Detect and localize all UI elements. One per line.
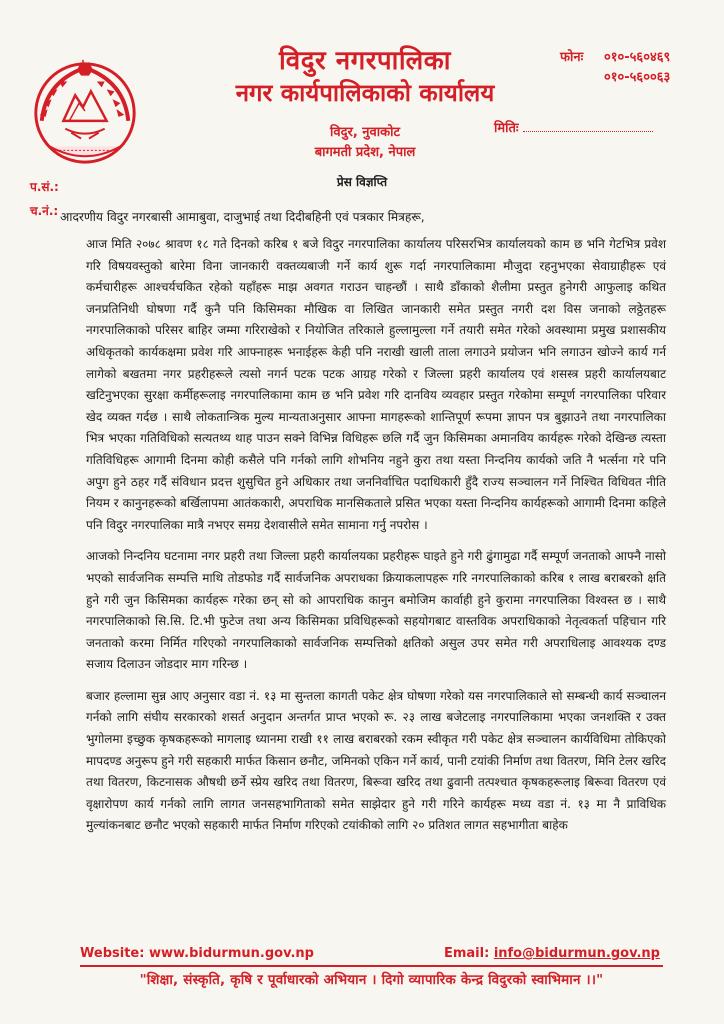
body-paragraph-2: आजको निन्दनिय घटनामा नगर प्रहरी तथा जिल्ला प्रहरी कार्यालयका प्रहरीहरू घाइते हुने गरी ढुंगामुढा गर्दै सम्पूर्ण जनताको आफ्नै नासो भएको सार्वजनिक सम्पत्ति माथि तोडफोड गर्दै सार्वजनिक अपराधका क्रियाकलापहरू गरि नगरपालिकाको करिब १ लाख बराबरको क्षति हुने गरी जुन किसिमका कार्यहरू गरेका छन् सो को आपराधिक कानुन बमोजिम कार्वाही हुने कुरामा नगरपालिका विश्वस्त छ । साथै नगरपालिकाको सि.सि. टि.भी फुटेज तथा अन्य किसिमका प्रविधिहरूको सहयोगबाट वास्तविक अपराधिकाको नेतृत्वकर्ता पहिचान गरि जनताको करमा निर्मित गरिएको नगरपालिकाको सार्वजनिक सम्पत्तिको क्षतिको असुल उपर समेत गरी अपराधिलाइ आवश्यक दण्ड सजाय दिलाउन जोडदार माग गरिन्छ । [86, 549, 666, 672]
phone-block [560, 48, 670, 88]
email-label: Email: [443, 946, 490, 961]
website-label: Website: [80, 946, 145, 961]
office-name: नगर कार्यपालिकाको कार्यालय [235, 79, 495, 107]
org-name: विदुर नगरपालिका [279, 46, 451, 76]
body-paragraph-1: आज मिति २०७८ श्रावण १८ गते दिनको करिब १ बजे विदुर नगरपालिका कार्यालय परिसरभित्र कार्यालयको काम छ भनि गेटभित्र प्रवेश गरि विषयवस्तुको बारेमा विना जानकारी वक्तव्यबाजी गर्ने कार्य शुरू गर्दा नगरपालिकामा मौजुदा रहनुभएका सेवाग्राहीहरू एवं कर्मचारीहरू आश्चर्यचकित रहेको यहाँहरू माझ अवगत गराउन चाहन्छौं । साथै डाँकाको शैलीमा प्रस्तुत हुनेगरी आफुलाइ कथित जनप्रतिनिधी घोषणा गर्दै कुनै पनि किसिमका मौखिक वा लिखित जानकारी समेत प्रस्तुत नगरी दश विस जनाको लठ्ठेतहरू नगरपालिकाको परिसर बाहिर जम्मा गरिराखेको र नियोजित तरिकाले हुल्लामुल्ला गर्ने तयारी समेत गरेको अवस्थामा प्रमुख प्रशासकीय अधिकृतको कार्यकक्षमा प्रवेश गरि आफ्नाहरू भनाईहरू केही पनि नराखी खाली ताला लगाउने प्रयोजन भनि लगाउन खोज्ने कार्य गर्न लागेको बखतमा नगर प्रहरीहरूले त्यसो नगर्न पटक पटक आग्रह गरेको र जिल्ला प्रहरी कार्यालय एवं शसस्त्र प्रहरी कार्यालयबाट खटिनुभएका सुरक्षा कर्मीहरूलाइ नगरपालिकामा काम छ भनि प्रवेश गरि दानविय व्यवहार प्रस्तुत गरेकोमा सम्पूर्ण नगरपालिका परिवार खेद व्यक्त गर्दछ । साथै लोकतान्त्रिक मुल्य मान्यताअनुसार आफ्ना मागहरूको शान्तिपूर्ण रूपमा ज्ञापन पत्र बुझाउने तथा नगरपालिका भित्र भएका गतिविधिको सत्यतथ्य थाह पाउन सक्ने विभिन्न विधिहरू छलि गर्दै जुन किसिमका अमानविय कार्यहरू गरेको देखिन्छ त्यस्ता गतिविधिहरू आगामी दिनमा कोही कसैले पनि गर्नको लागि शोभनिय नहुने कुरा तथा यस्ता निन्दनिय कार्यको जति नै भर्त्सना गरे पनि अपुग हुने ठहर गर्दै संविधान प्रदत्त शुसुचित हुने अधिकार तथा जननिर्वाचित पदाधिकारी हुँदै राज्य सञ्चालन गर्ने निश्चित विधिवत नीति नियम र कानुनहरूको बर्खिलापमा आतंककारी, अपराधिक मानसिकताले प्रसित भएका यस्ता निन्दनिय कार्यहरूको आगामी दिनमा कहिले पनि विदुर नगरपालिका मात्रै नभएर समग्र देशवासीले समेत सामाना गर्नु नपरोस । [86, 237, 666, 532]
email-link[interactable] [444, 946, 660, 961]
footer-slogan: "शिक्षा, संस्कृति, कृषि र पूर्वाधारको अभियान । दिगो व्यापारिक केन्द्र विदुरको स्वाभिमान ।।" [139, 972, 604, 988]
nepal-emblem-logo [26, 52, 144, 170]
salutation: आदरणीय विदुर नगरबासी आमाबुवा, दाजुभाई तथा दिदीबहिनी एवं पत्रकार मित्रहरू, [60, 210, 425, 224]
cn-label: च.नं.: [30, 204, 59, 218]
email-value: info@bidurmun.gov.np [493, 946, 660, 961]
phone-label: फोनः [560, 50, 584, 65]
website-link[interactable] [80, 946, 314, 961]
letterhead-footer [0, 946, 724, 1016]
body-paragraph-3: बजार हल्लामा सुन्न आए अनुसार वडा नं. १३ मा सुन्तला कागती पकेट क्षेत्र घोषणा गरेको यस नगरपालिकाले सो सम्बन्धी कार्य सञ्चालन गर्नको लागि संघीय सरकारको शसर्त अनुदान अन्तर्गत प्राप्त भएको रू. २३ लाख बजेटलाइ नगरपालिकामा भएका जनशक्ति र उक्त भुगोलमा इच्छुक कृषकहरूको मागलाइ ध्यानमा राखी ११ लाख बराबरको रकम स्वीकृत गरी पकेट क्षेत्र सञ्चालन कार्यविधिमा तोकिएको मापदण्ड अनुरूप हुने गरी सहकारी मार्फत किसान छनौट, जमिनको एकिन गर्ने कार्य, पानी टयांकी निर्माण तथा वितरण, मिनि टेलर खरिद तथा वितरण, किटनासक औषधी छर्ने स्प्रेय खरिद तथा वितरण, बिरूवा खरिद तथा ढुवानी तत्पश्चात कृषकहरूलाइ बिरूवा वितरण एवं वृक्षारोपण कार्य गर्नको लागि लागत जनसहभागिताको समेत साझेदार हुने गरी गरिने कार्यहरू मध्य वडा नं. १३ मा नै प्राविधिक मुल्यांकनबाट छनौट भएको सहकारी मार्फत निर्माण गरिएको टयांकीको लागि २० प्रतिशत लागत सहभागीता बाहेक [86, 688, 666, 833]
phone-number-2: ०१०-५६००६३ [604, 70, 671, 85]
document-title: प्रेस विज्ञप्ति [336, 175, 388, 189]
letterhead-title-block [200, 46, 530, 160]
footer-divider [80, 965, 663, 967]
phone-number-1: ०१०-५६०४६९ [604, 50, 671, 65]
ps-label: प.सं.: [30, 180, 59, 194]
address-line-1: विदुर, नुवाकोट [330, 125, 400, 140]
date-dotted-line [523, 119, 653, 132]
document-body [86, 234, 666, 847]
date-field [494, 118, 653, 136]
website-value: www.bidurmun.gov.np [148, 946, 314, 961]
date-label: मितिः [494, 121, 519, 136]
address-line-2: बागमती प्रदेश, नेपाल [314, 145, 416, 160]
